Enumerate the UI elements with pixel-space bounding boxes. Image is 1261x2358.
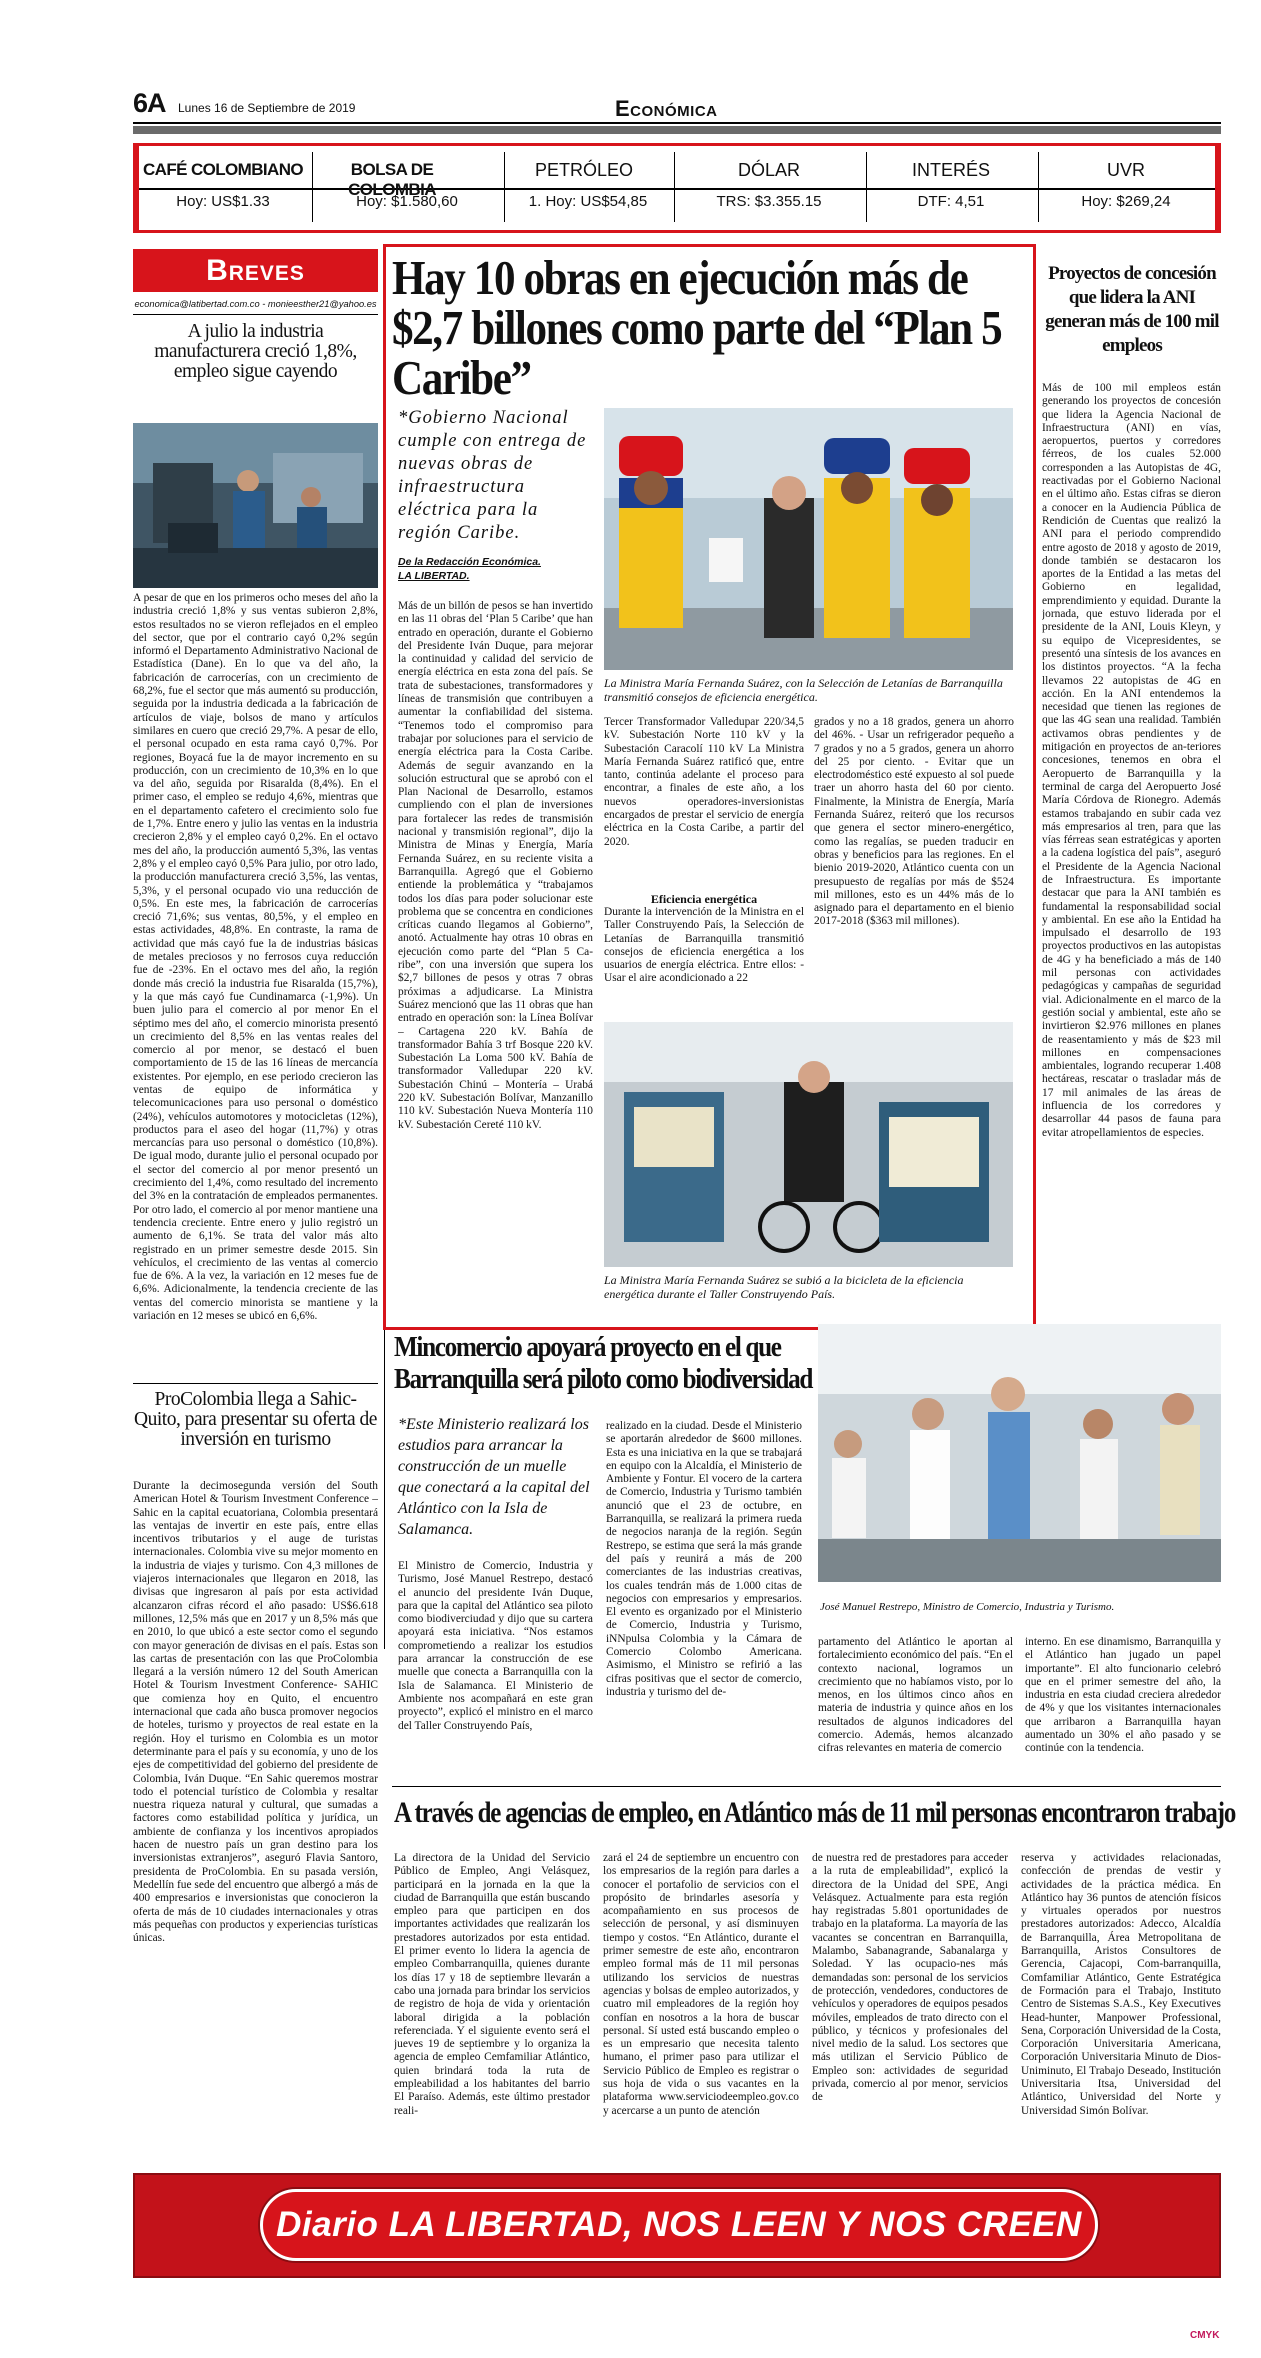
mincom-deck: *Este Ministerio realizará los estudios para arrancar la construcción de un muelle que conectará a la capital del Atlántico con la Isla de Salamanca. [398, 1416, 590, 1538]
story2-rule [133, 1383, 378, 1384]
main-col2b: Durante la intervención de la Ministra en el Taller Construyendo País, la Selección de Letanías de Barranquilla transmitió consejos de eficiencia energética a los usuarios de energía eléctrica. Entre ellos: - Usar el aire acondicionado a 22 [604, 906, 804, 985]
main-byline-1: De la Redacción Económica. [398, 556, 541, 568]
cmyk-mark: CMYK [1190, 2330, 1220, 2341]
ticker-uvr-name: UVR [1106, 160, 1145, 180]
main-col2: Tercer Transformador Valledupar 220/34,5 kV. Subestación Norte 110 kV y la Subestación Caracolí 110 kV La Ministra María Fernanda Suárez ratificó que, entre tanto, continúa adelante el proceso para encontrar, a finales de este año, a los nuevos operadores-inversionistas encargados de prestar el servicio de energía eléctrica en la Costa Caribe, a partir del 2020. [604, 716, 804, 848]
story1-body: A pesar de que en los primeros ocho meses del año la industria creció 1,8% y sus ventas subieron 2,8%, estos resultados no se vieron reflejados en el empleo del sector, que por el contrario cayó 0,2% según informó el Departamento Administrativo Nacional de Estadística (Dane). En lo que va del año, la fabricación de carrocerías, con un crecimiento de 68,2%, fue el sector que más aumentó su producción, seguida por la industria dedicada a la fabricación de artículos de viaje, bolsos de mano y artículos similares en cuero que creció 29,7%. A pesar de ello, el personal ocupado en esta rama cayó 0,7%. Por regiones, Boyacá fue la de mayor incremento en su producción, con un crecimiento de 10,3% en lo que va del año, seguida por Risaralda (8,4%). En el primer caso, el empleo se redujo 4,6%, mientras que en el departamento cafetero el crecimiento solo fue de 1,7%. Entre enero y julio las ventas en la industria crecieron 2,8% y el empleo cayó 0,2%. En el octavo mes del año, la producción aumentó 5,3%, las ventas 2,8% y el empleo cayó 0,5% Para julio, por otro lado, la producción manufacturera creció 3,5%, las ventas, 5,3%, y el personal ocupado vio una reducción de 0,5%. En este mes, la fabricación de carrocerías creció 71,6%; sus ventas, 80,5%, y el empleo en estas actividades, 48,8%. En contraste, la rama de actividad que más cayó fue la de industrias básicas de metales preciosos y no ferrosos cuya reducción fue de -23%. En el octavo mes del año, la región donde más creció la industria fue Risaralda (15,7%), y la que más cayó fue Cundinamarca (-1,9%). Un buen julio para el comercio al por menor En el séptimo mes del año, el comercio minorista presentó un crecimiento del 8,5% en las ventas reales del comercio al por menor, se destacó el buen comportamiento de 15 de las 16 líneas de mercancía existentes. Por ejemplo, en ese periodo crecieron las ventas de equipo de informática y telecomunicaciones para uso personal o doméstico (24%), vehículos automotores y motocicletas (12%), productos para el aseo del hogar (11,7%) y otras mercancías para uso personal o doméstico (10,8%). De igual modo, durante julio el personal ocupado por el sector del comercio al por menor presentó un crecimiento del 1,4%, como resultado del incremento del 3% en la contratación de empleados permanentes. Por otro lado, el comercio al por menor mantiene una tendencia creciente. Entre enero y julio registró un aumento de 6,1%. Se trata del valor más alto registrado en un primer semestre desde 2015. Sin vehículos, el crecimiento de las ventas al comercio fue de 6%. A la vez, la variación en 12 meses fue de 6,6%. Adicionalmente, la tendencia creciente de las ventas del comercio minorista se mantiene y la variación en 12 meses se ubicó en 6,6%. [133, 592, 378, 1323]
main-caption-2: La Ministra María Fernanda Suárez se subió a la bicicleta de la eficiencia energética durante el Taller Construyendo País. [604, 1273, 964, 1301]
story2-body: Durante la decimosegunda versión del South American Hotel & Tourism Investment Conference – Sahic en la capital ecuatoriana, Colombia presentará las ventajas de invertir en este país, entre ellas incentivos tributarios y el auge de turistas internacionales. Colombia vive su mejor momento en la industria de viajes y turismo. Con 4,3 millones de viajeros internacionales que llegaron en 2018, las divisas que ingresaron al país por esta actividad alcanzaron cifras récord el año pasado: US$6.618 millones, 12,5% más que en 2017 y un 8,5% más que en 2010, lo que ubicó a este sector como el segundo con mayor generación de divisas en el país. Estas son las cartas de presentación con las que ProColombia llegará a la versión número 12 del South American Hotel & Tourism Investment Conference- SAHIC que comienza hoy en Quito, el encuentro internacional que cada año busca promover negocios de hoteles, turismo y proyectos de real estate en la región. Hoy el turismo en Colombia es un motor determinante para el país y su economía, y uno de los ejes de competitividad del gobierno del presidente de Colombia, Iván Duque. “En Sahic queremos mostrar todo el potencial turístico de Colombia y resaltar nuestra riqueza natural y cultural, que sumadas a factores como estabilidad política y jurídica, un ambiente de confianza y los incentivos apropiados hacen de nuestro país un gran destino para los inversionistas extranjeros”, aseguró Flavia Santoro, presidenta de ProColombia. En su pasada versión, Medellín fue sede del encuentro que albergó a más de 400 empresarios e inversionistas que conocieron la oferta de más de 10 ciudades internacionales y otras más pequeñas con productos y experiencias turísticas únicas. [133, 1480, 378, 1945]
header-rule-gray [133, 126, 1221, 134]
breves-emails: economica@latibertad.com.co - monieesther21@yahoo.es [134, 299, 377, 309]
breves-rule [133, 314, 378, 315]
empleo-col4: reserva y actividades relacionadas, confección de prendas de vestir y actividades de la práctica médica. En Atlántico hay 36 puntos de atención físicos y virtuales operados por nuestros prestadores autorizados: Adecco, Alcaldía de Barranquilla, Área Metropolitana de Barranquilla, Aristos Consultores de Gerencia, Cajacopi, Com-barranquilla, Comfamiliar Atlántico, Gente Estratégica de Formación para el Trabajo, Instituto Centro de Sistemas S.A.S., Key Executives Head-hunter, Manpower Professional, Sena, Corporación Universidad de la Costa, Corporación Universitaria Americana, Corporación Universitaria Minuto de Dios-Uniminuto, El Trabajo Deseado, Institución Universitaria Itsa, Universidad del Atlántico, Universidad del Norte y Universidad Simón Bolívar. [1021, 1852, 1221, 2117]
main-deck: *Gobierno Nacional cumple con entrega de nuevas obras de infraestructura eléctrica para la región Caribe. [398, 408, 587, 543]
ticker-stock-name: BOLSA DE COLOMBIA [348, 160, 436, 199]
factory-photo [133, 423, 378, 588]
page-number: 6A [133, 88, 166, 118]
footer-banner [133, 2173, 1221, 2278]
main-caption-1: La Ministra María Fernanda Suárez, con la Selección de Letanías de Barranquilla transmitió consejos de eficiencia energética. [604, 676, 1003, 704]
main-subhead: Eficiencia energética [650, 892, 758, 906]
story2-headline: ProColombia llega a Sahic-Quito, para presentar su oferta de inversión en turismo [134, 1389, 377, 1450]
empleo-headline: A través de agencias de empleo, en Atlántico más de 11 mil personas encontraron trabajo [394, 1796, 1236, 1829]
ticker-interest-value: DTF: 4,51 [917, 193, 985, 210]
ticker-inner-line [139, 188, 1215, 190]
ticker-coffee-name: CAFÉ COLOMBIANO [142, 160, 304, 179]
ticker-bar [133, 143, 1221, 233]
empleo-col2: zará el 24 de septiembre un encuentro con los empresarios de la región para darles a conocer el portafolio de servicios con el propósito de brindarles asesoría y acompañamiento en sus procesos de selección de personal, y así disminuyen tiempo y costos. “En Atlántico, durante el primer semestre de este año, encontraron empleo formal más de 11 mil personas utilizando los servicios de nuestras agencias y bolsas de empleo autorizados, y cuatro mil empleadores de la región hoy confían en nosotros a la hora de buscar personal. Sí usted está buscando empleo o es un empresario que necesita talento humano, el primer paso para utilizar el Servicio Público de Empleo es registrar o sus hoja de vida o sus vacantes en la plataforma www.serviciodeempleo.gov.co y acercarse a un punto de atención [603, 1852, 799, 2117]
ticker-stock-value: Hoy: $1.580,60 [356, 193, 458, 210]
empleo-rule [392, 1786, 1221, 1787]
ticker-dollar-value: TRS: $3.355.15 [716, 193, 822, 210]
main-col3: grados y no a 18 grados, genera un ahorro del 46%. - Usar un refrigerador pequeño a 7 grados y no a 5 grados, genera un ahorro del 25 por ciento. - Evitar que un electrodoméstico esté expuesto al sol puede traer un ahorro hasta del 60 por ciento. Finalmente, la Ministra de Energía, María Fernanda Suárez, reiteró que los recursos que genera el sector minero-energético, como las regalías, se pueden traducir en obras y beneficios para las regiones. En el bienio 2019-2020, Atlántico cuenta con un presupuesto de regalías por más de $524 mil millones, esto es un 44% más de lo asignado para el departamento en el bienio 2017-2018 ($363 mil millones). [814, 716, 1014, 928]
mincom-col4: interno. En ese dinamismo, Barranquilla y el Atlántico han jugado un papel importante”. El alto funcionario celebró que en el primer semestre del año, la industria en esta ciudad creciera alrededor de 4% y que los visitantes internacionales que arribaron a Barranquilla hayan aumentado un 30% el año pasado y se continúe con la tendencia. [1025, 1636, 1221, 1755]
story1-headline: A julio la industria manufacturera creció 1,8%, empleo sigue cayendo [154, 321, 357, 382]
ticker-coffee-value: Hoy: US$1.33 [176, 193, 270, 210]
header-rule-top [133, 122, 1221, 124]
ticker-uvr-value: Hoy: $269,24 [1081, 193, 1171, 210]
empleo-col3: de nuestra red de prestadores para acceder a la ruta de empleabilidad”, explicó la directora de la Unidad del SPE, Angi Velásquez. Actualmente para esta región hay registradas 5.801 oportunidades de trabajo en la plataforma. La mayoría de las vacantes se concentran en Barranquilla, Malambo, Sabanagrande, Sabanalarga y Soledad. Y las ocupacio-nes más demandadas son: personal de los servicios de protección, vendedores, conductores de vehículos y operadores de equipos pesados móviles, empleados de trato directo con el público, y técnicos y profesionales del nivel medio de la salud. Los sectores que más utilizan el Servicio Público de Empleo son: actividades de seguridad privada, comercio al por menor, servicios de [812, 1852, 1008, 2104]
breves-banner: Breves [133, 249, 378, 292]
empleo-col1: La directora de la Unidad del Servicio Público de Empleo, Angi Velásquez, participará en la jornada en la que la ciudad de Barranquilla que están buscando empleo para que participen en dos importantes actividades que realizarán los prestadores autorizados por esta entidad. El primer evento lo lidera la agencia de empleo Combarranquilla, quienes durante los días 17 y 18 de septiembre llevarán a cabo una jornada para brindar los servicios de registro de hoja de vida y orientación laboral dirigida a la población referenciada. Y el siguiente evento será el jueves 19 de septiembre y lo organiza la agencia de empleo Cemfamiliar Atlántico, quien brindará toda la ruta de empleabilidad a los habitantes del barrio El Paraíso. Además, este último prestador reali- [394, 1852, 590, 2117]
ticker-oil-name: PETRÓLEO [534, 160, 634, 180]
ticker-oil-value: 1. Hoy: US$54,85 [528, 193, 648, 210]
section-title: Económica [615, 96, 718, 121]
main-col1: Más de un billón de pesos se han invertido en las 11 obras del ‘Plan 5 Caribe’ que han entrado en operación, durante el Gobierno del Presidente Iván Duque, para mejorar la continuidad y calidad del servicio de energía eléctrica en esta zona del país. Se trata de subestaciones, transformadores y líneas de transmisión que contribuyen a aumentar la confiabilidad del sistema. “Tenemos todo el compromiso para trabajar por soluciones para el servicio de energía eléctrica para la Costa Caribe. Además de seguir avanzando en la solución estructural que se aprobó con el Plan Nacional de Desarrollo, estamos cumpliendo con el plan de inversiones para fortalecer las redes de transmisión nacional y transmisión regional”, dijo la Ministra de Minas y Energía, María Fernanda Suárez, en su reciente visita a Barranquilla. Agregó que el Gobierno entiende la problemática y “trabajamos todos los días para poder solucionar este problema que se concentra en condiciones críticas cuando llegamos al Gobierno”, anotó. Actualmente hay otras 10 obras en ejecución como parte del “Plan 5 Ca-ribe”, con una inversión que supera los $2,7 billones de pesos y otras 7 obras próximas a adjudicarse. La Ministra Suárez mencionó que las 11 obras que han entrado en operación son: la Línea Bolívar – Cartagena 220 kV. Bahía de transformador Bahía 3 trf Bosque 220 kV. Subestación La Loma 500 kV. Bahía de transformador Valledupar 220 kV. Subestación Chinú – Montería – Urabá 220 kV. Subestación Bolívar, Manzanillo 110 kV. Subestación Nueva Montería 110 kV. Subestación Cereté 110 kV. [398, 600, 593, 1131]
mincom-caption: José Manuel Restrepo, Ministro de Comercio, Industria y Turismo. [820, 1601, 1115, 1613]
mincom-col3: partamento del Atlántico le aportan al fortalecimiento económico del país. “En el contexto nacional, logramos un crecimiento que no habíamos visto, por lo menos, en los últimos cinco años en materia de industria y quince años en los resultados de algunos indicadores del comercio. Además, hemos alcanzado cifras relevantes en materia de comercio [818, 1636, 1013, 1755]
side-headline: Proyectos de concesión que lidera la ANI generan más de 100 mil empleos [1045, 263, 1219, 356]
footer-slogan: Diario LA LIBERTAD, NOS LEEN Y NOS CREEN [276, 2205, 1082, 2244]
main-photo-bicycle [604, 1022, 1013, 1267]
mincom-col1: El Ministro de Comercio, Industria y Turismo, José Manuel Restrepo, destacó el anuncio del presidente Iván Duque, para que la capital del Atlántico sea piloto como biodiverciudad y dijo que su cartera apoyará esta iniciativa. “Nos estamos comprometiendo a realizar los estudios para arrancar la construcción de ese muelle que conecta a Barranquilla con la Isla de Salamanca. El Ministerio de Ambiente nos acompañará en este gran proyecto”, explicó el ministro en el marco del Taller Construyendo País, [398, 1560, 593, 1732]
mincom-headline: Mincomercio apoyará proyecto en el que Barranquilla será piloto como biodiversidad [394, 1332, 812, 1395]
main-headline: Hay 10 obras en ejecución más de $2,7 billones como parte del “Plan 5 Caribe” [392, 250, 1002, 405]
mincom-col2: realizado en la ciudad. Desde el Ministerio se aportarán alrededor de $600 millones. Esta es una iniciativa en la que se trabajará en equipo con la Alcaldía, el Ministerio de Ambiente y Fontur. El vocero de la cartera de Comercio, Industria y Turismo también anunció que el 23 de octubre, en Barranquilla, se realizará la primera rueda de negocios naranja de la región. Según Restrepo, se estima que será la más grande del país y reunirá a más de 200 comerciantes de las industrias creativas, los cuales tendrán más de 1.000 citas de negocios con empresarios y empresarios. El evento es organizado por el Ministerio de Comercio, Industria y Turismo, iNNpulsa Colombia y la Cámara de Comercio Colombo Americana. Asimismo, el Ministro se refirió a las cifras positivas que el sector de comercio, industria y turismo del de- [606, 1420, 802, 1698]
mincom-photo [818, 1324, 1221, 1582]
ticker-dollar-name: DÓLAR [737, 160, 800, 180]
side-body: Más de 100 mil empleos están generando los proyectos de concesión que lidera la Agencia Nacional de Infraestructura (ANI) en vías, aeropuertos, puertos y corredores férreos, de los cuales 52.000 corresponden a las Autopistas de 4G, reactivadas por el Gobierno Nacional en el último año. Estas cifras se dieron a conocer en la Audiencia Pública de Rendición de Cuentas que realizó la ANI para el periodo comprendido entre agosto de 2018 y agosto de 2019, donde también se destacaron los aportes de la Entidad a las metas del Gobierno en legalidad, emprendimiento y equidad. Durante la jornada, que estuvo liderada por el presidente de la ANI, Louis Kleyn, y su equipo de Vicepresidentes, se presentó una síntesis de los avances en los distintos proyectos. “A la fecha llevamos 22 autopistas de 4G en acción. En la ANI entendemos la necesidad que tienen las regiones de que las 4G sean una realidad. También activamos obras pendientes y de mitigación en proyectos de an-teriores concesiones, tenemos en obra el Aeropuerto de Barranquilla y la terminal de carga del Aeropuerto José María Córdova de Rionegro. Además estamos trabajando en subir cada vez más empresarios al tren, para que las vías férreas sean estratégicas y aporten a la cadena logística del país”, aseguró el Presidente de la Agencia Nacional de Infraestructura. Es importante destacar que para la ANI también es fundamental la responsabilidad social y ambiental. En ese año la Entidad ha impulsado el desarrollo de 193 proyectos productivos en las autopistas de 4G y ha beneficiado a más de 140 mil personas con actividades pedagógicas y campañas de seguridad vial. Adicionalmente en el marco de la gestión social y ambiental, este año se invirtieron $2.976 millones en planes de reasentamiento y más de $23 mil millones en compensaciones ambientales, logrando recuperar 1.408 hectáreas, rescatar o trasladar más de 17 mil animales de las áreas de influencia de los corredores y desarrollar 44 pasos de fauna para evitar atropellamientos de especies. [1042, 382, 1221, 1139]
ticker-interest-name: INTERÉS [911, 160, 990, 180]
main-byline-2: LA LIBERTAD. [398, 570, 470, 582]
issue-date: Lunes 16 de Septiembre de 2019 [178, 101, 356, 115]
main-photo-ministra [604, 408, 1013, 670]
